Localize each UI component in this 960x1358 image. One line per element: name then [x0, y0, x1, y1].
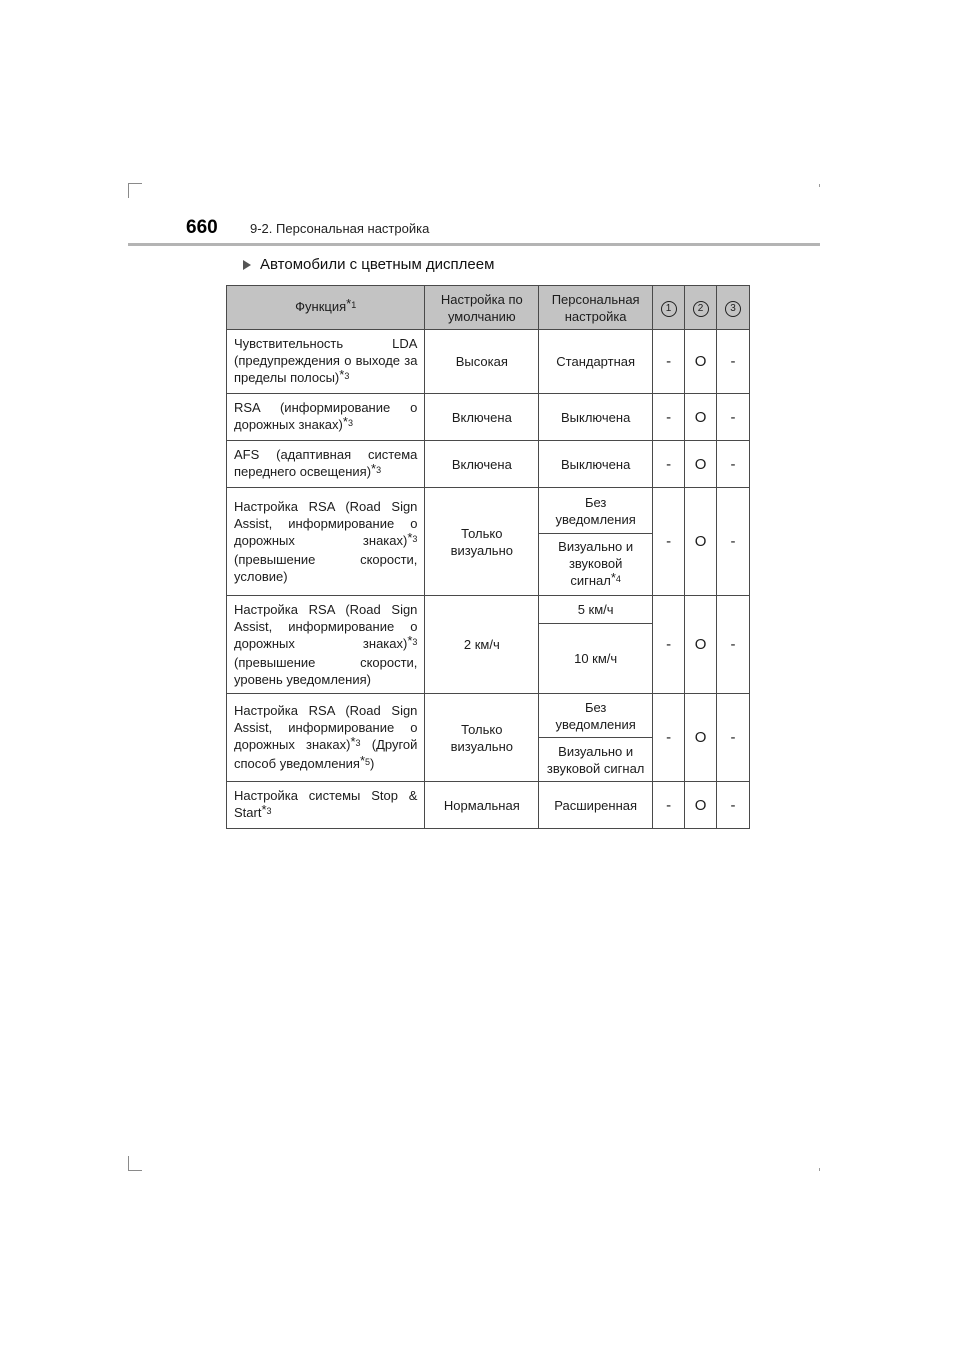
default-cell: Нормальная: [425, 782, 539, 829]
flag-cell-3: -: [717, 330, 750, 394]
flag-cell-1: -: [653, 782, 685, 829]
personal-cell: Расширенная: [539, 782, 653, 829]
header-default-setting: Настройка по умолчанию: [425, 286, 539, 330]
personal-cell: Выключена: [539, 394, 653, 441]
flag-cell-2: O: [685, 330, 717, 394]
crop-mark-top-left-horizontal: [128, 183, 142, 184]
crop-mark-top-right: [819, 184, 820, 187]
circled-1-icon: 1: [661, 301, 677, 317]
flag-cell-1: -: [653, 596, 685, 694]
default-cell: Только визуально: [425, 694, 539, 782]
function-cell: Чувствительность LDA (предупреждения о выходе за пределы полосы)$^{*3}$: [227, 330, 425, 394]
flag-cell-1: -: [653, 488, 685, 596]
flag-cell-1: -: [653, 330, 685, 394]
flag-cell-1: -: [653, 694, 685, 782]
circled-2-icon: 2: [693, 301, 709, 317]
flag-cell-3: -: [717, 394, 750, 441]
subheading-text: Автомобили с цветным дисплеем: [260, 256, 495, 273]
table-row: [227, 441, 750, 488]
table-header-row: [227, 286, 750, 330]
personal-cell: Стандартная: [539, 330, 653, 394]
page-number: 660: [186, 217, 218, 238]
crop-mark-bottom-left-vertical: [128, 1156, 129, 1171]
crop-mark-bottom-right: [819, 1168, 820, 1171]
table-row: [227, 488, 750, 534]
table-row: [227, 596, 750, 624]
flag-cell-2: O: [685, 394, 717, 441]
flag-cell-1: -: [653, 394, 685, 441]
personal-cell: Визуально и звуковой сигнал$^{*4}$: [539, 534, 653, 596]
personal-cell: Визуально и звуковой сигнал: [539, 738, 653, 782]
flag-cell-2: O: [685, 441, 717, 488]
flag-cell-2: O: [685, 694, 717, 782]
function-cell: Настройка системы Stop & Start$^{*3}$: [227, 782, 425, 829]
function-cell: AFS (адаптивная система переднего освещения)$^{*3}$: [227, 441, 425, 488]
header-function: Функция$^{*1}$: [227, 286, 425, 330]
function-cell: Настройка RSA (Road Sign Assist, информирование о дорожных знаках)$^{*3}$ (превышение скорости, уровень уведомления): [227, 596, 425, 694]
header-column-1: [653, 286, 685, 330]
header-column-3: [717, 286, 750, 330]
default-cell: 2 км/ч: [425, 596, 539, 694]
section-title: 9-2. Персональная настройка: [250, 221, 430, 236]
flag-cell-3: -: [717, 782, 750, 829]
flag-cell-3: -: [717, 694, 750, 782]
personal-cell: 10 км/ч: [539, 624, 653, 694]
default-cell: Высокая: [425, 330, 539, 394]
default-cell: Включена: [425, 441, 539, 488]
personal-cell: Без уведомления: [539, 694, 653, 738]
flag-cell-2: O: [685, 488, 717, 596]
table-row: [227, 330, 750, 394]
table-row: [227, 394, 750, 441]
flag-cell-2: O: [685, 782, 717, 829]
personal-cell: 5 км/ч: [539, 596, 653, 624]
header-rule: [128, 243, 820, 246]
flag-cell-1: -: [653, 441, 685, 488]
function-cell: RSA (информирование о дорожных знаках)$^{*3}$: [227, 394, 425, 441]
flag-cell-3: -: [717, 488, 750, 596]
personal-cell: Без уведомления: [539, 488, 653, 534]
function-cell: Настройка RSA (Road Sign Assist, информирование о дорожных знаках)$^{*3}$ (Другой способ уведомления$^{*5}$): [227, 694, 425, 782]
flag-cell-3: -: [717, 441, 750, 488]
default-cell: Только визуально: [425, 488, 539, 596]
crop-mark-bottom-left-horizontal: [128, 1170, 142, 1171]
function-cell: Настройка RSA (Road Sign Assist, информирование о дорожных знаках)$^{*3}$ (превышение скорости, условие): [227, 488, 425, 596]
subheading: [243, 256, 494, 273]
settings-table: [226, 285, 750, 829]
triangle-bullet-icon: [243, 260, 251, 270]
table-row: [227, 694, 750, 738]
personal-cell: Выключена: [539, 441, 653, 488]
flag-cell-2: O: [685, 596, 717, 694]
crop-mark-top-left-vertical: [128, 183, 129, 198]
circled-3-icon: 3: [725, 301, 741, 317]
default-cell: Включена: [425, 394, 539, 441]
header-personal-setting: Персональная настройка: [539, 286, 653, 330]
table-row: [227, 782, 750, 829]
header-column-2: [685, 286, 717, 330]
flag-cell-3: -: [717, 596, 750, 694]
